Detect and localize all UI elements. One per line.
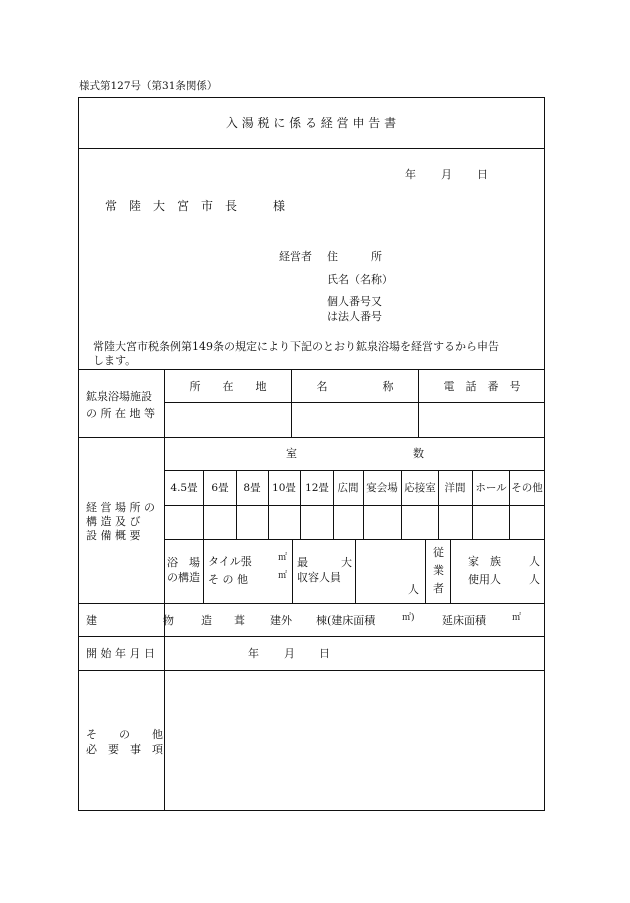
bath-col-line xyxy=(203,539,204,603)
building-tatemono: 建外 xyxy=(270,614,292,627)
header-address: 所 在 地 xyxy=(189,380,267,393)
date-year: 年 xyxy=(405,168,416,181)
room-col-line xyxy=(472,470,473,539)
staff-label: 使用人 xyxy=(468,573,501,586)
max-label-2: 収容人員 xyxy=(297,571,341,584)
tile-label: タイル張 xyxy=(208,555,252,568)
room-col-line xyxy=(300,470,301,539)
room-col-line xyxy=(363,470,364,539)
operator-label: 経営者 xyxy=(279,250,312,263)
room-type: ホール xyxy=(475,482,507,494)
structure-label-2: 構 造 及 び xyxy=(86,515,141,528)
bath-col-line xyxy=(355,539,356,603)
address-label: 住 所 xyxy=(327,250,382,263)
form-number: 様式第127号（第31条関係） xyxy=(79,80,218,92)
room-col-line xyxy=(438,470,439,539)
number-label-1: 個人番号又 xyxy=(327,295,382,308)
room-type: 宴会場 xyxy=(366,482,398,494)
structure-label-3: 設 備 概 要 xyxy=(86,529,141,542)
rooms-header-left: 室 xyxy=(286,447,297,460)
building-sqm-close: ㎡) xyxy=(402,613,415,623)
start-month: 月 xyxy=(284,647,295,660)
label-column-line xyxy=(164,369,165,811)
statement-line-2: します。 xyxy=(93,354,137,367)
start-date-label: 開 始 年 月 日 xyxy=(86,647,155,660)
room-type: 6畳 xyxy=(211,482,229,494)
room-type: 広間 xyxy=(337,482,359,494)
room-col-line xyxy=(203,470,204,539)
bath-col-line xyxy=(425,539,426,603)
building-label: 建 物 xyxy=(86,614,174,627)
start-day: 日 xyxy=(319,647,330,660)
room-type: 応接室 xyxy=(404,482,436,494)
room-col-line xyxy=(509,470,510,539)
divider-location-header xyxy=(165,402,545,403)
location-col-line xyxy=(418,369,419,437)
name-label: 氏名（名称） xyxy=(327,273,393,286)
family-label: 家 族 xyxy=(468,555,501,568)
other-label-1: そ の 他 xyxy=(86,728,163,741)
room-type: 4.5畳 xyxy=(170,482,198,494)
header-name: 名 称 xyxy=(316,380,394,393)
room-col-line xyxy=(236,470,237,539)
family-person: 人 xyxy=(529,555,540,568)
bath-label-1: 浴 場 xyxy=(167,556,200,569)
addressee: 常 陸 大 宮 市 長 様 xyxy=(105,199,286,213)
building-sqm: ㎡ xyxy=(512,613,522,623)
other-label: そ の 他 xyxy=(208,573,248,586)
room-type: その他 xyxy=(511,482,543,494)
employee-label-3: 者 xyxy=(433,582,444,595)
number-label-2: は法人番号 xyxy=(327,310,382,323)
building-buki: 葺 xyxy=(234,614,245,627)
building-nobeyuka: 延床面積 xyxy=(442,614,486,627)
structure-label-1: 経 営 場 所 の xyxy=(86,501,155,514)
capacity-person: 人 xyxy=(408,583,419,596)
bath-col-line xyxy=(450,539,451,603)
divider-building xyxy=(78,636,545,637)
bath-label-2: の構造 xyxy=(167,571,200,584)
building-mune: 棟(建床面積 xyxy=(316,614,376,627)
room-col-line xyxy=(333,470,334,539)
date-day: 日 xyxy=(477,168,488,181)
rooms-header-right: 数 xyxy=(413,447,424,460)
room-col-line xyxy=(268,470,269,539)
bath-col-line xyxy=(292,539,293,603)
location-label-1: 鉱泉浴場施設 xyxy=(86,390,152,403)
employee-label-2: 業 xyxy=(433,564,444,577)
date-month: 月 xyxy=(441,168,452,181)
room-type: 8畳 xyxy=(243,482,261,494)
room-col-line xyxy=(401,470,402,539)
location-col-line xyxy=(291,369,292,437)
max-label-1: 最 大 xyxy=(297,556,352,569)
room-type: 10畳 xyxy=(272,482,296,494)
divider-structure xyxy=(78,603,545,604)
room-type: 12畳 xyxy=(305,482,329,494)
divider-room-types xyxy=(165,505,545,506)
statement-line-1: 常陸大宮市税条例第149条の規定により下記のとおり鉱泉浴場を経営するから申告 xyxy=(93,340,499,353)
building-zou: 造 xyxy=(201,614,212,627)
divider-rooms-header xyxy=(165,470,545,471)
form-title: 入 湯 税 に 係 る 経 営 申 告 書 xyxy=(225,116,397,130)
divider-header xyxy=(78,369,545,370)
other-sqm: ㎡ xyxy=(278,571,288,581)
staff-person: 人 xyxy=(529,573,540,586)
room-type: 洋間 xyxy=(444,482,466,494)
employee-label-1: 従 xyxy=(433,546,444,559)
divider-title xyxy=(78,148,545,149)
tile-sqm: ㎡ xyxy=(278,553,288,563)
location-label-2: の 所 在 地 等 xyxy=(86,407,155,420)
header-phone: 電 話 番 号 xyxy=(443,380,521,393)
divider-start xyxy=(78,670,545,671)
start-year: 年 xyxy=(248,647,259,660)
other-label-2: 必 要 事 項 xyxy=(86,743,163,756)
divider-location xyxy=(78,437,545,438)
